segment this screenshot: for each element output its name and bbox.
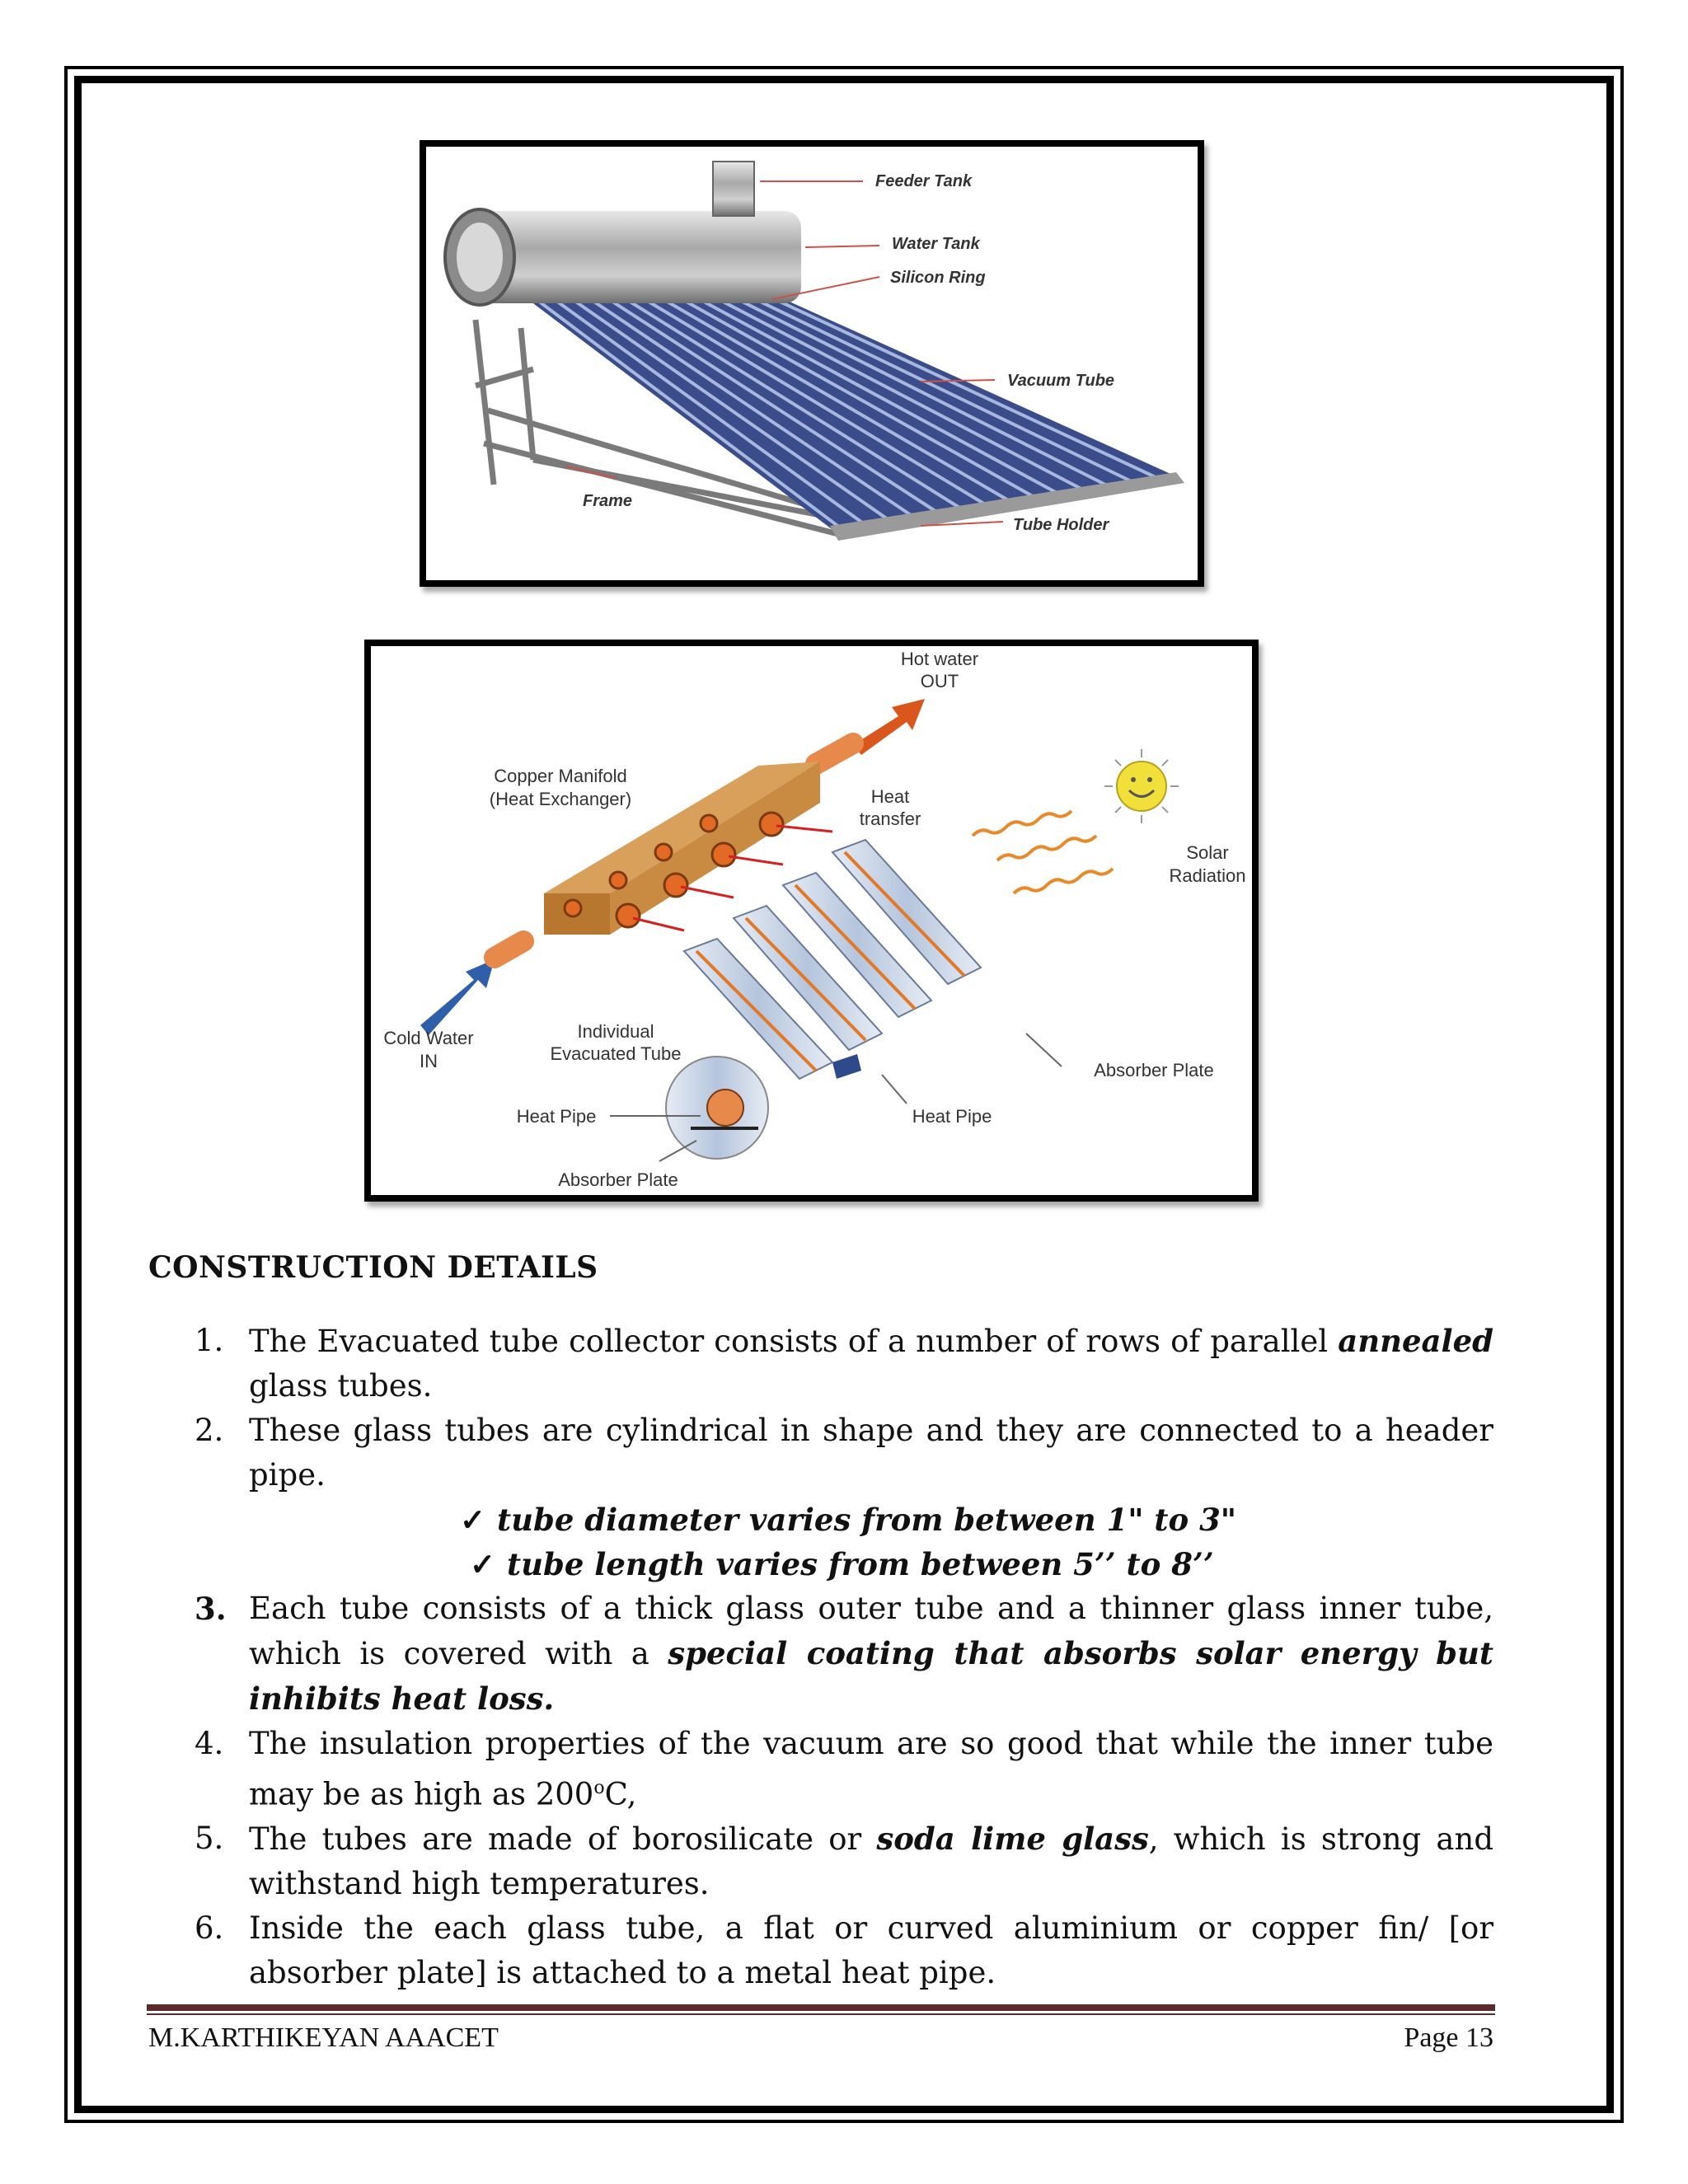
- list-item-1: 1. The Evacuated tube collector consists of a number of rows of parallel annealed glass tubes.: [195, 1323, 1493, 1404]
- list-item-6: 6. Inside the each glass tube, a flat or curved aluminium or copper fin/ [or absorber plate] is attached to a metal heat pipe.: [195, 1910, 1493, 1991]
- list-item-3: 3. Each tube consists of a thick glass outer tube and a thinner glass inner tube, which is covered with a special coating that absorbs solar energy but inhibits heat loss.: [195, 1591, 1493, 1717]
- checkmark-icon: ✓: [460, 1502, 486, 1538]
- hot-water-label-1: Hot water: [900, 649, 979, 669]
- hot-water-arrow: [853, 699, 925, 755]
- cold-water-label-1: Cold Water: [383, 1028, 474, 1048]
- copper-manifold: [544, 762, 820, 935]
- hot-water-label-2: OUT: [920, 671, 959, 691]
- water-tank-label: Water Tank: [892, 235, 980, 253]
- evacuated-tube-schematic-figure: [364, 640, 1259, 1202]
- copper-manifold-label-1: Copper Manifold: [494, 766, 627, 786]
- check-item-length: ✓ tube length varies from between 5’’ to 8’’: [470, 1546, 1214, 1582]
- checkmark-icon: ✓: [470, 1546, 496, 1582]
- footer-rule: [147, 2004, 1495, 2011]
- feeder-tank-label: Feeder Tank: [875, 172, 973, 190]
- vacuum-tube-label: Vacuum Tube: [1007, 372, 1115, 390]
- solar-radiation-waves: [973, 811, 1113, 893]
- section-heading: CONSTRUCTION DETAILS: [148, 1250, 598, 1285]
- evacuated-tube-schematic: [371, 646, 1252, 1195]
- list-item-2: 2. These glass tubes are cylindrical in shape and they are connected to a header pipe.: [195, 1413, 1493, 1493]
- individual-tube-label-1: Individual: [577, 1021, 654, 1042]
- construction-list: [148, 1319, 1493, 1995]
- list-item-4: 4. The insulation properties of the vacuum are so good that while the inner tube may be as high as 200$^o$C,: [195, 1726, 1493, 1812]
- individual-tube-label-2: Evacuated Tube: [550, 1043, 682, 1064]
- heat-transfer-label-2: transfer: [859, 808, 921, 829]
- tube-cross-section-inset: [666, 1054, 861, 1159]
- water-tank: [445, 209, 801, 305]
- solar-water-heater-figure: [420, 140, 1204, 587]
- cold-water-label-2: IN: [420, 1051, 438, 1071]
- sun-icon: [1104, 749, 1179, 823]
- silicon-ring-label: Silicon Ring: [890, 269, 986, 287]
- heat-transfer-label-1: Heat: [870, 786, 910, 807]
- heat-pipe-right-label: Heat Pipe: [912, 1106, 992, 1127]
- cold-water-arrow: [420, 959, 495, 1035]
- check-item-diameter: ✓ tube diameter varies from between 1" to 3": [460, 1502, 1237, 1538]
- solar-radiation-label-1: Solar: [1186, 842, 1229, 863]
- list-item-5: 5. The tubes are made of borosilicate or soda lime glass, which is strong and withstand high temperatures.: [195, 1821, 1494, 1902]
- feeder-tank: [713, 162, 754, 216]
- absorber-plate-bottom-label: Absorber Plate: [558, 1169, 678, 1190]
- footer-rule-thin: [147, 2013, 1495, 2015]
- footer-author: M.KARTHIKEYAN AAACET: [148, 2022, 499, 2053]
- outlet-pipe: [816, 743, 853, 764]
- page-number: Page 13: [1404, 2022, 1493, 2053]
- evacuated-tubes: [684, 840, 981, 1079]
- absorber-plate-right-label: Absorber Plate: [1094, 1060, 1214, 1080]
- copper-manifold-label-2: (Heat Exchanger): [489, 789, 632, 809]
- solar-water-heater-illustration: [426, 147, 1198, 580]
- frame-label: Frame: [583, 492, 633, 510]
- heat-pipe-left-label: Heat Pipe: [516, 1106, 597, 1127]
- solar-radiation-label-2: Radiation: [1169, 865, 1246, 886]
- tube-holder-label: Tube Holder: [1013, 516, 1109, 534]
- page-footer: [148, 2022, 1493, 2054]
- inlet-pipe: [495, 941, 523, 958]
